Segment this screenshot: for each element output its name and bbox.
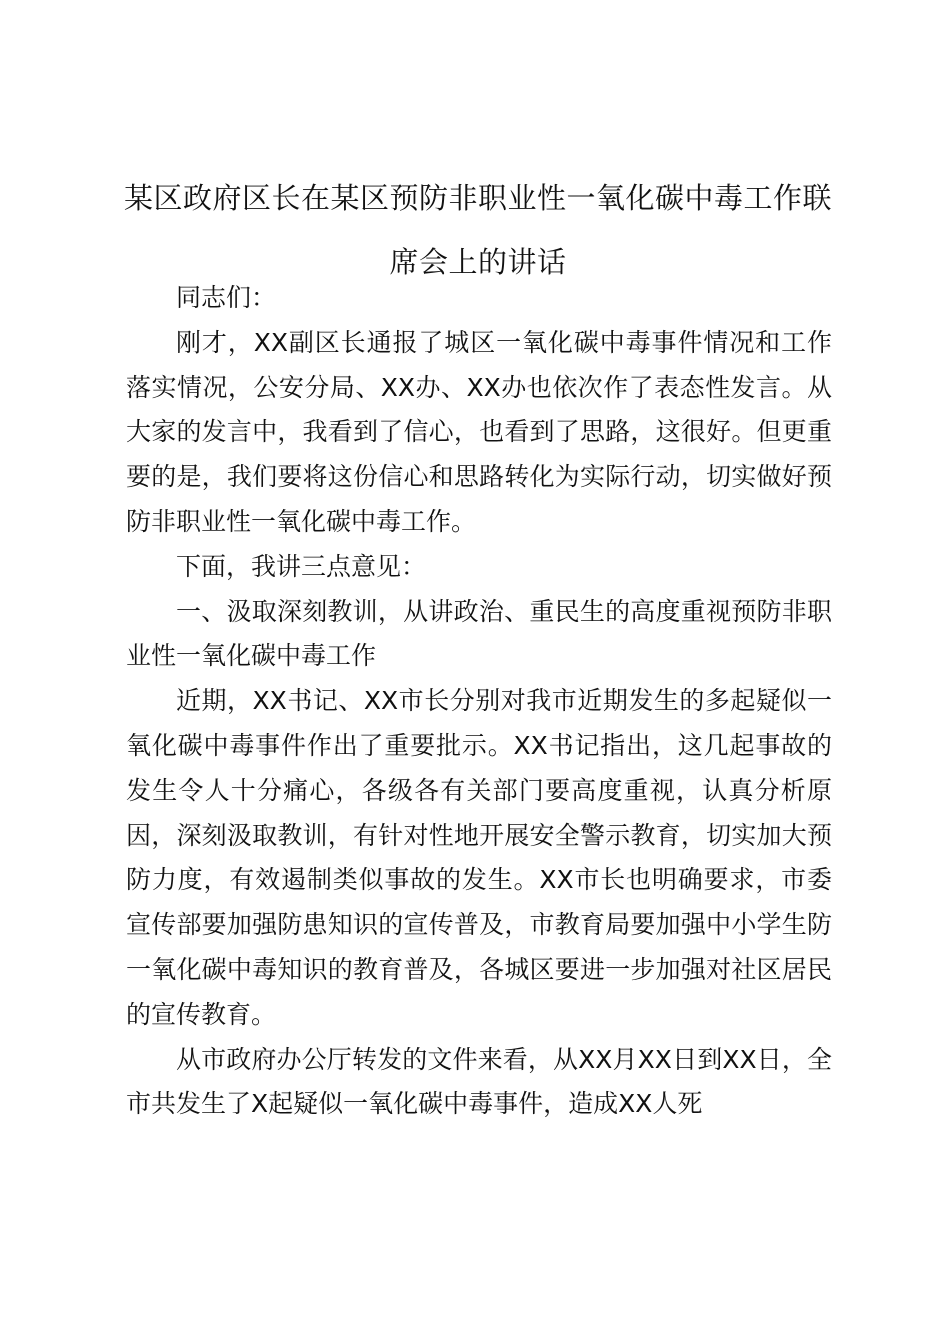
opening-paragraph: 刚才，XX副区长通报了城区一氧化碳中毒事件情况和工作落实情况，公安分局、XX办、XX办也依次作了表态性发言。从大家的发言中，我看到了信心，也看到了思路，这很好。但更重要的是，我们要将这份信心和思路转化为实际行动，切实做好预防非职业性一氧化碳中毒工作。 (126, 327, 832, 536)
document-body (126, 276, 832, 1127)
body-paragraph-instructions: 近期，XX书记、XX市长分别对我市近期发生的多起疑似一氧化碳中毒事件作出了重要批示。XX书记指出，这几起事故的发生令人十分痛心，各级各有关部门要高度重视，认真分析原因，深刻汲取教训，有针对性地开展安全警示教育，切实加大预防力度，有效遏制类似事故的发生。XX市长也明确要求，市委宣传部要加强防患知识的宣传普及，市教育局要加强中小学生防一氧化碳中毒知识的教育普及，各城区要进一步加强对社区居民的宣传教育。 (126, 686, 832, 1029)
document-title: 某区政府区长在某区预防非职业性一氧化碳中毒工作联席会上的讲话 (123, 181, 832, 279)
body-paragraph-statistics: 从市政府办公厅转发的文件来看，从XX月XX日到XX日，全市共发生了X起疑似一氧化碳中毒事件，造成XX人死 (126, 1044, 832, 1119)
salutation-paragraph: 同志们： (176, 283, 277, 312)
section-heading-1: 一、汲取深刻教训，从讲政治、重民生的高度重视预防非职业性一氧化碳中毒工作 (126, 596, 832, 671)
transition-paragraph: 下面，我讲三点意见： (176, 551, 427, 581)
